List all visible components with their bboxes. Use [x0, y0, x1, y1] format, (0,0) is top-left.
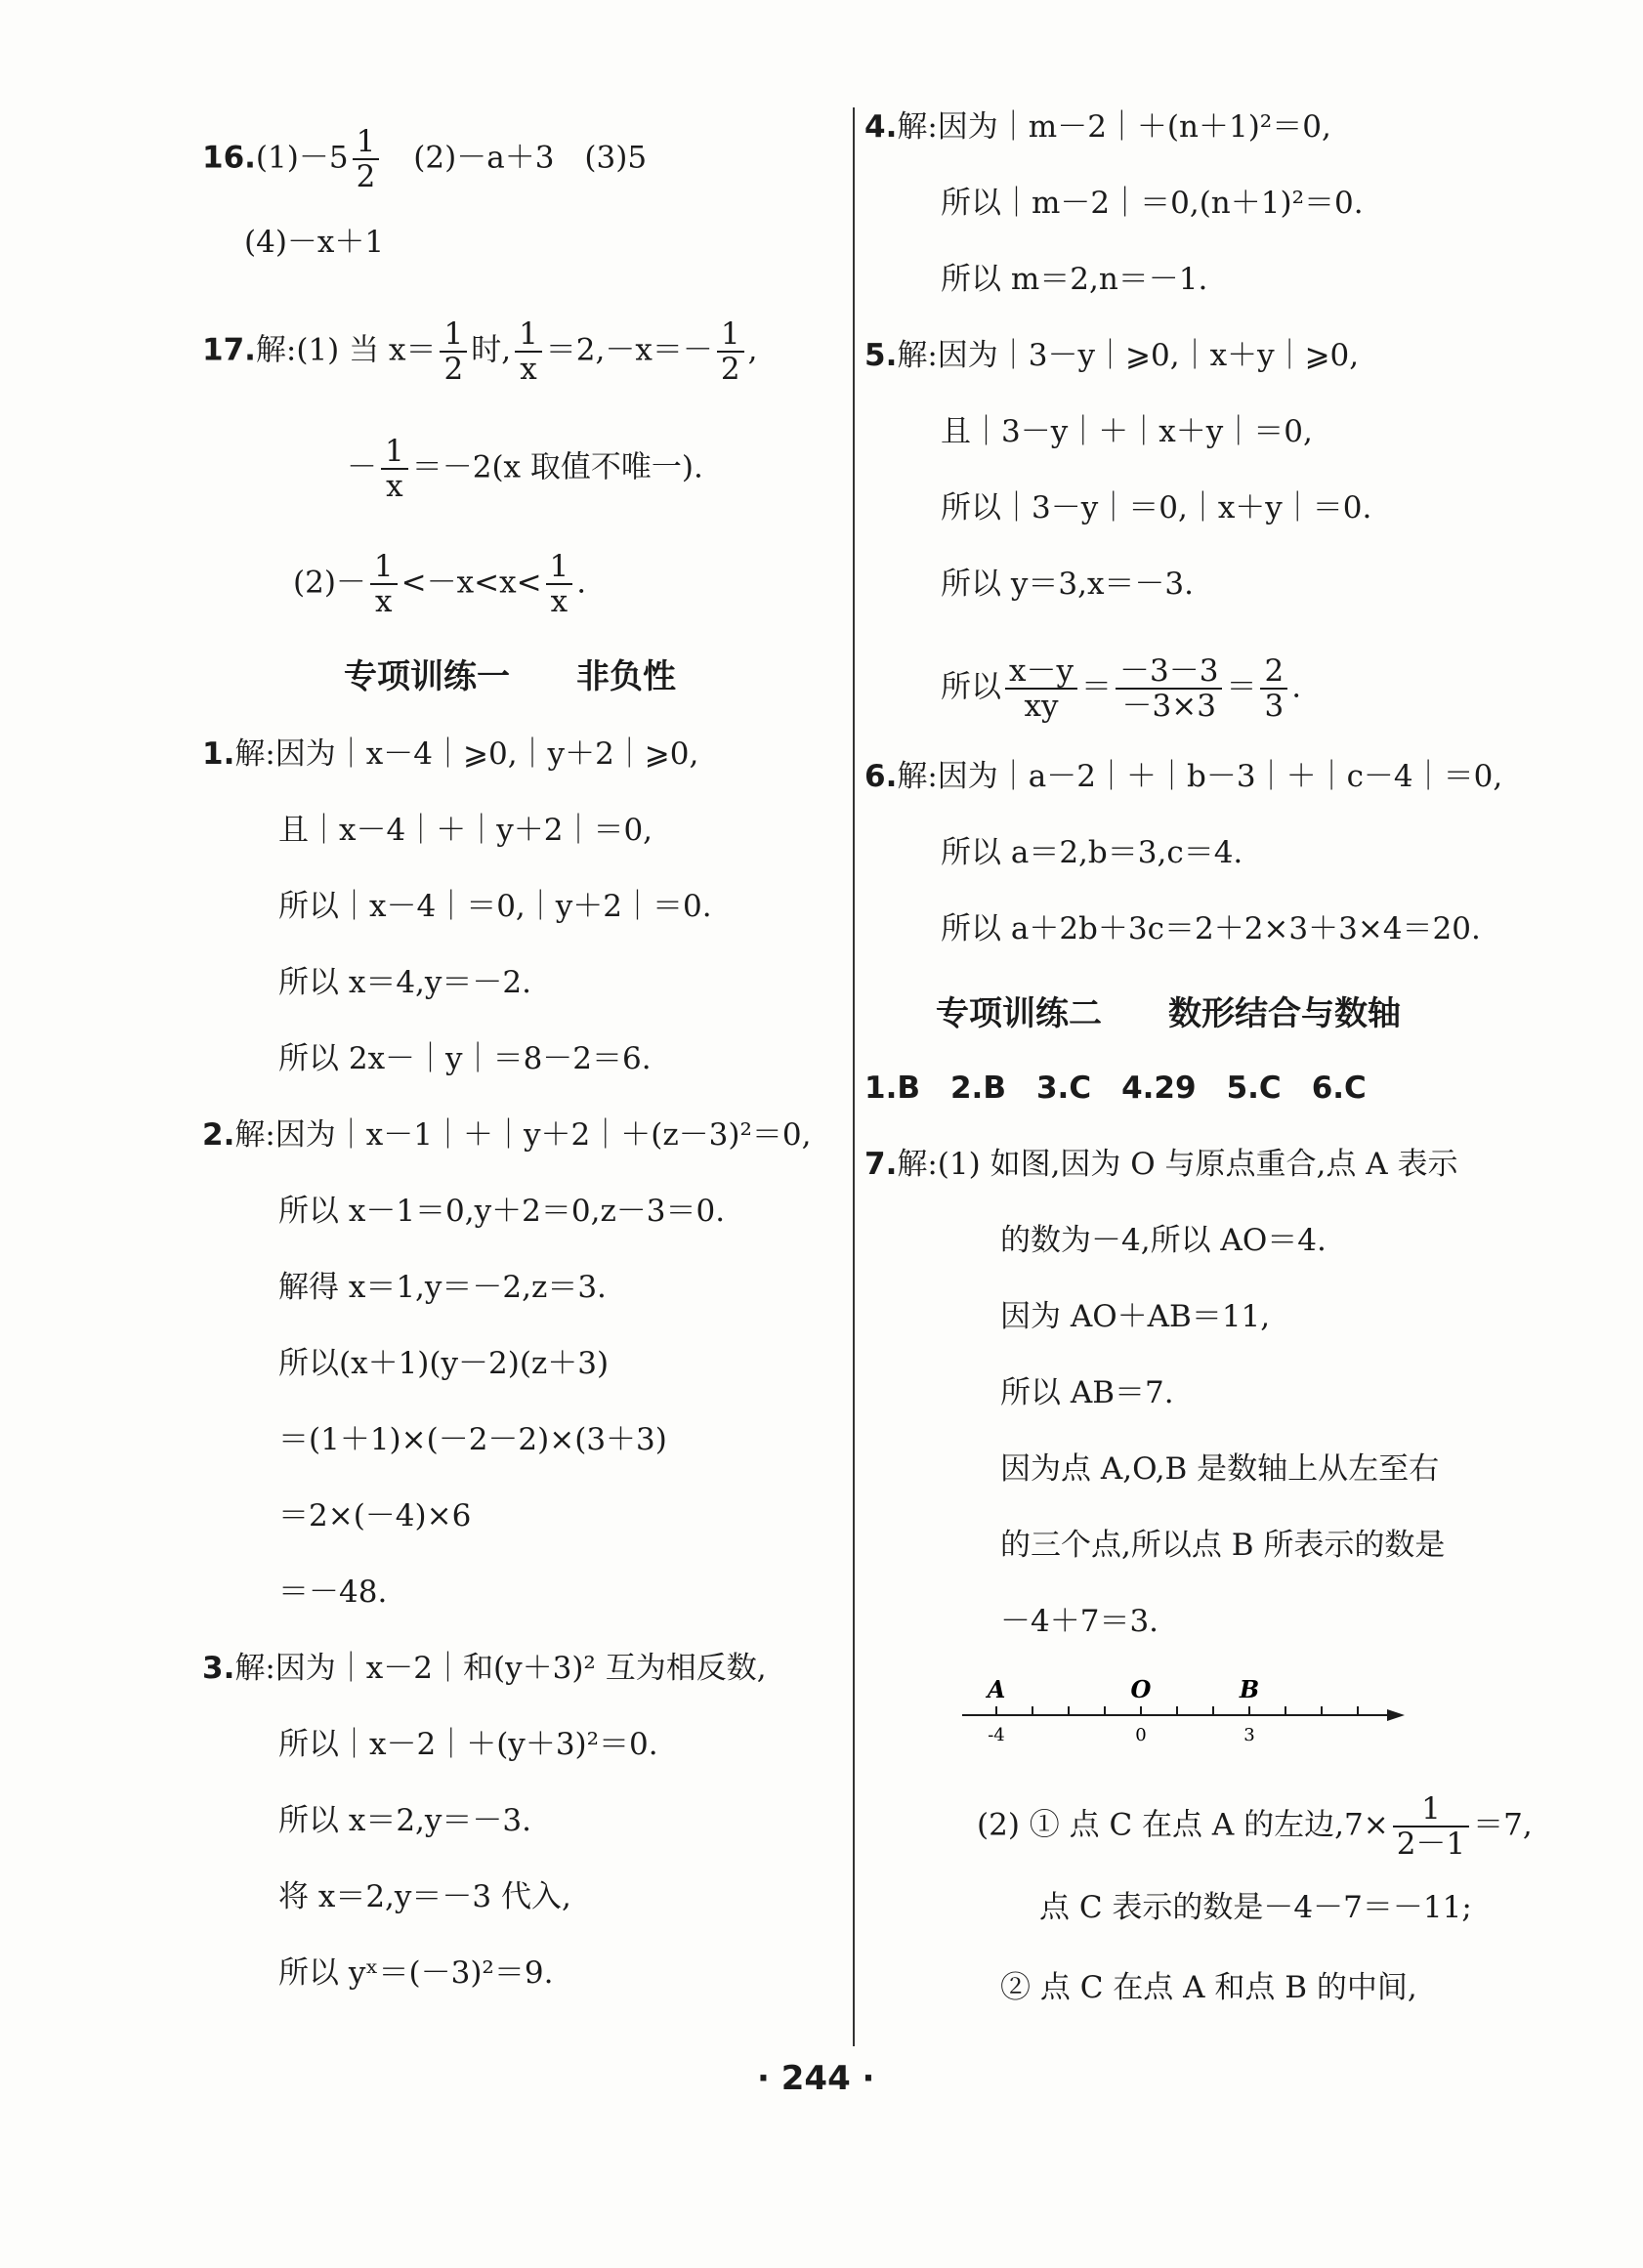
q17-line2: － $\frac{1}{x}$ ＝－2(x 取值不唯一).: [347, 434, 703, 504]
q2-line4: 所以(x＋1)(y－2)(z＋3): [278, 1346, 610, 1381]
q5-line3: 所以｜3－y｜＝0,｜x＋y｜＝0.: [941, 490, 1372, 525]
tick-label-neg4: -4: [988, 1725, 1005, 1745]
q6-line3: 所以 a＋2b＋3c＝2＋2×3＋3×4＝20.: [941, 911, 1481, 946]
section-title-2: 专项训练二 数形结合与数轴: [936, 994, 1401, 1033]
q7-line6: 的三个点,所以点 B 所表示的数是: [1000, 1528, 1446, 1563]
q6-line1: 6.解:因为｜a－2｜＋｜b－3｜＋｜c－4｜＝0,: [864, 759, 1503, 794]
q16-line2: (4)－x＋1: [244, 225, 385, 260]
q2-line1: 2.解:因为｜x－1｜＋｜y＋2｜＋(z－3)²＝0,: [202, 1117, 812, 1153]
q4-line2: 所以｜m－2｜＝0,(n＋1)²＝0.: [941, 186, 1364, 221]
q3-line1: 3.解:因为｜x－2｜和(y＋3)² 互为相反数,: [202, 1651, 767, 1686]
q4-line1: 4.解:因为｜m－2｜＋(n＋1)²＝0,: [864, 109, 1331, 145]
q2-line7: ＝－48.: [278, 1575, 388, 1610]
q1-line4: 所以 x＝4,y＝－2.: [278, 965, 532, 1000]
q7-part2-line3: ② 点 C 在点 A 和点 B 的中间,: [1000, 1970, 1417, 2005]
q3-line2: 所以｜x－2｜＋(y＋3)²＝0.: [278, 1727, 658, 1762]
q5-line2: 且｜3－y｜＋｜x＋y｜＝0,: [941, 414, 1313, 449]
column-divider: [853, 107, 855, 2046]
q1-line5: 所以 2x－｜y｜＝8－2＝6.: [278, 1041, 652, 1076]
q7-part2-line1: (2) ① 点 C 在点 A 的左边,7× $\frac{1}{2-1}$ ＝7,: [977, 1791, 1533, 1862]
q3-line5: 所以 yˣ＝(－3)²＝9.: [278, 1955, 554, 1991]
q2-line5: ＝(1＋1)×(－2－2)×(3＋3): [278, 1422, 667, 1457]
q1-line1: 1.解:因为｜x－4｜⩾0,｜y＋2｜⩾0,: [202, 736, 699, 772]
q7-line7: －4＋7＝3.: [1000, 1604, 1159, 1639]
q7-part2-line2: 点 C 表示的数是－4－7＝－11;: [1039, 1890, 1472, 1925]
q7-line2: 的数为－4,所以 AO＝4.: [1000, 1223, 1327, 1258]
tick-label-0: 0: [1135, 1725, 1147, 1745]
q2-line3: 解得 x＝1,y＝－2,z＝3.: [278, 1270, 607, 1305]
q7-line5: 因为点 A,O,B 是数轴上从左至右: [1000, 1451, 1440, 1487]
q1-line3: 所以｜x－4｜＝0,｜y＋2｜＝0.: [278, 889, 712, 924]
q7-line4: 所以 AB＝7.: [1000, 1375, 1174, 1410]
point-label-b: B: [1239, 1675, 1260, 1703]
q1-line2: 且｜x－4｜＋｜y＋2｜＝0,: [278, 813, 653, 848]
page-number: · 244 ·: [757, 2059, 875, 2098]
q5-line1: 5.解:因为｜3－y｜⩾0,｜x＋y｜⩾0,: [864, 338, 1360, 373]
q2-line6: ＝2×(－4)×6: [278, 1498, 472, 1533]
q3-line3: 所以 x＝2,y＝－3.: [278, 1803, 532, 1838]
q6-line2: 所以 a＝2,b＝3,c＝4.: [941, 835, 1243, 870]
q2-line2: 所以 x－1＝0,y＋2＝0,z－3＝0.: [278, 1194, 726, 1229]
section-title-1: 专项训练一 非负性: [344, 657, 676, 696]
axis-ticks: [996, 1706, 1358, 1715]
q7-line1: 7.解:(1) 如图,因为 O 与原点重合,点 A 表示: [864, 1147, 1458, 1182]
q17-line3: (2)－ $\frac{1}{x}$ <－x<x< $\frac{1}{x}$ .: [293, 549, 587, 619]
q3-line4: 将 x＝2,y＝－3 代入,: [278, 1879, 571, 1914]
number-line-figure: [957, 1670, 1416, 1758]
q17-line1: 17.解:(1) 当 x＝ $\frac{1}{2}$ 时, $\frac{1}{x}$ ＝2,－x＝－ $\frac{1}{2}$ ,: [202, 316, 758, 387]
q16-line1: 16.(1)－5 $\frac{1}{2}$ (2)－a＋3 (3)5: [202, 124, 648, 194]
fraction: $\frac{1}{2}$: [353, 125, 380, 193]
q7-line3: 因为 AO＋AB＝11,: [1000, 1299, 1271, 1334]
point-label-o: O: [1130, 1675, 1152, 1703]
q4-line3: 所以 m＝2,n＝－1.: [941, 262, 1208, 297]
q5-line4: 所以 y＝3,x＝－3.: [941, 567, 1195, 602]
point-label-a: A: [987, 1675, 1006, 1703]
mc-answers: 1.B 2.B 3.C 4.29 5.C 6.C: [864, 1071, 1367, 1106]
q5-line5: 所以 $\frac{x-y}{xy}$ ＝ $\frac{-3-3}{-3\times 3}$ ＝ $\frac{2}{3}$ .: [941, 653, 1302, 724]
tick-label-3: 3: [1243, 1725, 1255, 1745]
